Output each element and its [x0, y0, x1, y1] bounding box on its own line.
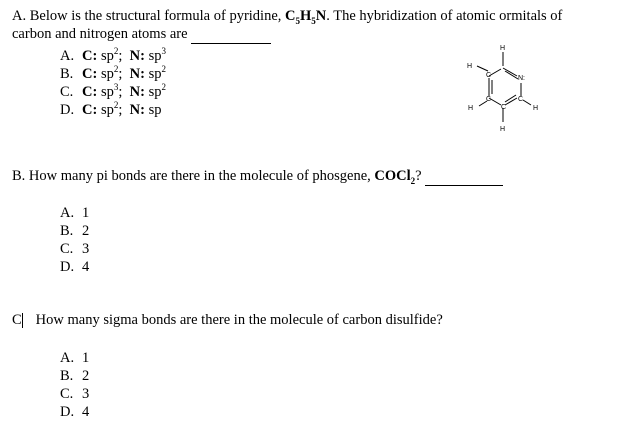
question-c-option[interactable] — [60, 350, 89, 367]
h-top: H — [500, 45, 506, 52]
carbon-hybrid: $sp^2$ — [100, 100, 119, 118]
question-a-line2 — [12, 26, 271, 44]
option-value: 1 — [82, 350, 90, 366]
nitrogen-symbol: N — [129, 102, 141, 118]
question-a-text-end: . The hybridization of atomic ormitals of — [326, 8, 563, 24]
h-bot-left: H — [468, 105, 474, 112]
option-label: B. — [60, 223, 74, 239]
answer-blank-a[interactable] — [191, 26, 271, 44]
question-b-option[interactable] — [60, 259, 89, 276]
carbon-hybrid: $sp^2$ — [100, 46, 119, 64]
question-c-letter: C — [12, 312, 22, 328]
question-b-option[interactable] — [60, 223, 89, 240]
question-a-option[interactable]: C. C: $sp^3$; N: $sp^2$ — [60, 82, 166, 100]
question-a-line1 — [12, 8, 562, 25]
option-value: 4 — [82, 259, 90, 275]
pyridine-structure — [455, 38, 550, 136]
h-bottom: H — [500, 126, 506, 133]
c-bot: C — [501, 104, 507, 111]
question-b-text: B. How many pi bonds are there in the molecule of phosgene, — [12, 168, 375, 184]
nitrogen-hybrid: $sp^2$ — [148, 64, 166, 82]
phosgene-formula: COCl$_2$ — [374, 168, 416, 186]
question-a-text-2: carbon and nitrogen atoms are — [12, 26, 188, 42]
question-c-option[interactable] — [60, 404, 89, 421]
question-b-mark: ? — [415, 168, 422, 184]
nitrogen-symbol: N — [129, 66, 141, 82]
question-a-option[interactable]: A. C: $sp^2$; N: $sp^3$ — [60, 46, 166, 64]
question-b-option[interactable] — [60, 241, 89, 258]
option-label: A. — [60, 48, 75, 64]
c-left-bottom: C — [486, 96, 492, 103]
carbon-hybrid: $sp^3$ — [100, 82, 119, 100]
text-cursor — [22, 313, 23, 328]
question-c-text: How many sigma bonds are there in the molecule of carbon disulfide? — [35, 312, 443, 328]
option-value: 1 — [82, 205, 90, 221]
option-label: D. — [60, 102, 75, 118]
option-label: C. — [60, 84, 74, 100]
option-value: 3 — [82, 386, 90, 402]
carbon-symbol: C — [82, 66, 93, 82]
option-label: D. — [60, 404, 75, 420]
nitrogen-symbol: N — [129, 48, 141, 64]
h-right: H — [533, 105, 539, 112]
question-a-option[interactable]: B. C: $sp^2$; N: $sp^2$ — [60, 64, 166, 82]
carbon-symbol: C — [82, 84, 93, 100]
carbon-symbol: C — [82, 48, 93, 64]
option-value: 4 — [82, 404, 90, 420]
question-b-option[interactable] — [60, 205, 89, 222]
option-label: C. — [60, 241, 74, 257]
nitrogen-hybrid: $sp^3$ — [148, 46, 166, 64]
carbon-hybrid: $sp^2$ — [100, 64, 119, 82]
h-left: H — [467, 63, 473, 70]
option-label: D. — [60, 259, 75, 275]
nitrogen-hybrid: $sp^2$ — [148, 82, 166, 100]
n-label: N: — [518, 75, 525, 82]
question-a-option[interactable]: D. C: $sp^2$; N: sp — [60, 100, 162, 118]
answer-blank-b[interactable] — [425, 168, 503, 186]
option-value: 2 — [82, 368, 90, 384]
nitrogen-symbol: N — [129, 84, 141, 100]
question-b-line — [12, 168, 503, 186]
option-label: B. — [60, 368, 74, 384]
pyridine-formula: $C_5H_5N$ — [285, 8, 327, 26]
question-c-line — [12, 312, 443, 329]
option-label: B. — [60, 66, 74, 82]
question-c-option[interactable] — [60, 386, 89, 403]
carbon-symbol: C — [82, 102, 93, 118]
c-top: C — [486, 72, 492, 79]
c-right: C — [518, 96, 524, 103]
option-value: 3 — [82, 241, 90, 257]
option-label: A. — [60, 205, 75, 221]
question-c-option[interactable] — [60, 368, 89, 385]
option-value: 2 — [82, 223, 90, 239]
option-label: A. — [60, 350, 75, 366]
question-a-text: A. Below is the structural formula of pyridine, — [12, 8, 286, 24]
option-label: C. — [60, 386, 74, 402]
nitrogen-hybrid: sp — [148, 102, 162, 118]
